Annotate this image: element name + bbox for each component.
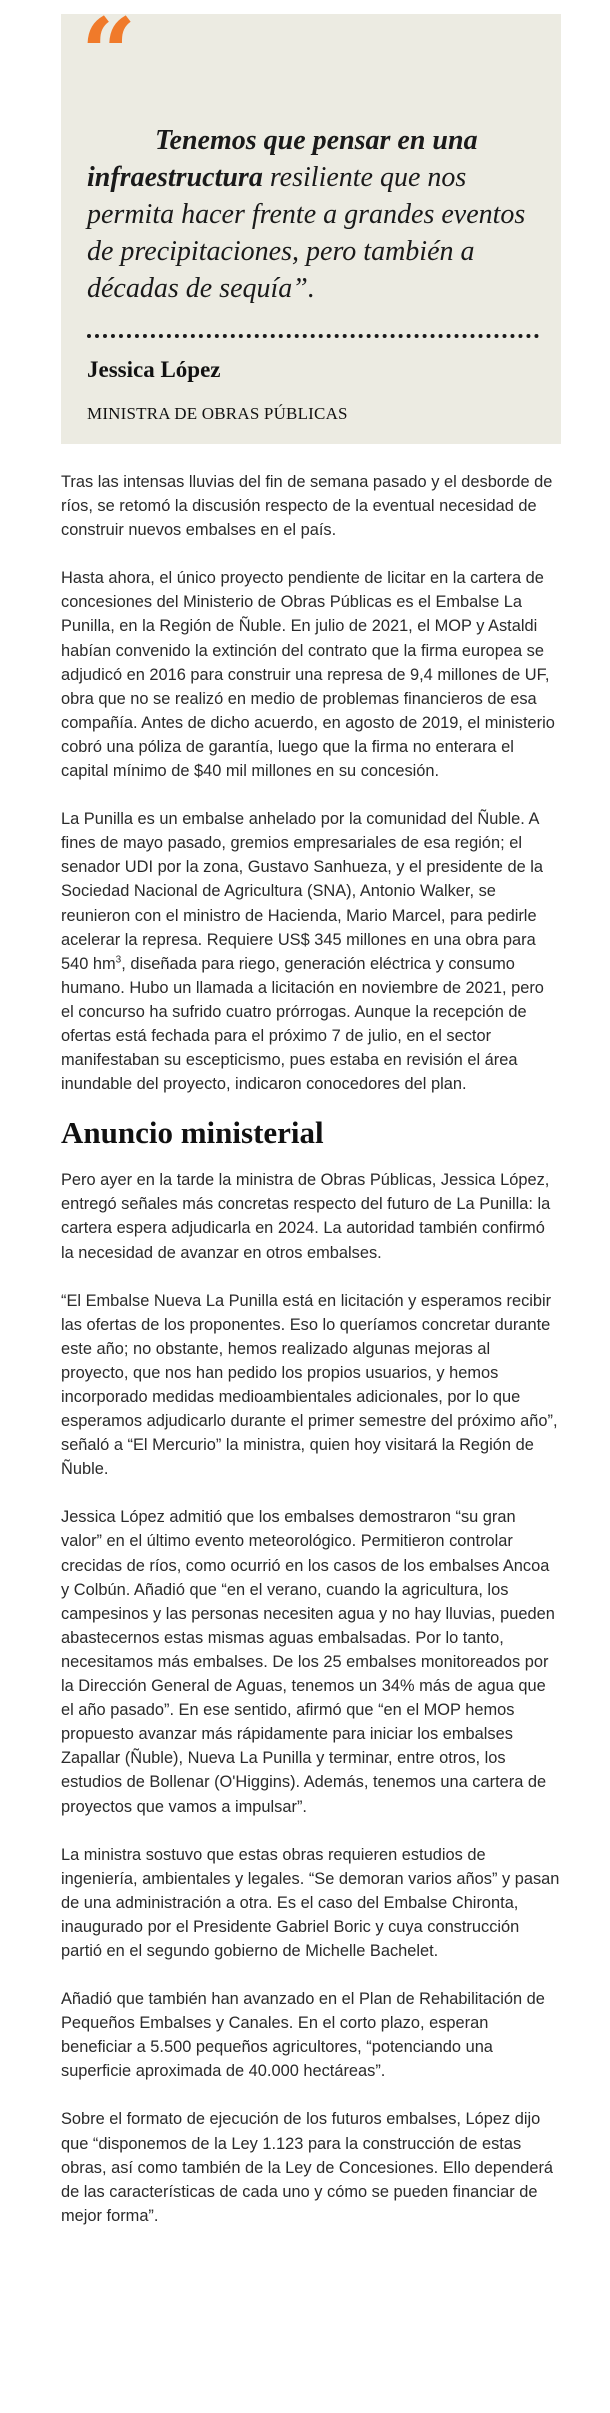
quote-text [87,122,537,307]
quote-author: Jessica López [87,357,221,382]
paragraph-3-part-a: La Punilla es un embalse anhelado por la comunidad del Ñuble. A fines de mayo pasado, gremios empresariales de esa región; el senador UDI por la zona, Gustavo Sanhueza, y el presidente de la Sociedad Nacional de Agricultura (SNA), Antonio Walker, se reunieron con el ministro de Hacienda, Mario Marcel, para pedirle acelerar la represa. Requiere US$ 345 millones en una obra para 540 hm [61,810,543,973]
section-heading: Anuncio ministerial [61,1115,324,1151]
paragraph-2: Hasta ahora, el único proyecto pendiente de licitar en la cartera de concesiones del Ministerio de Obras Públicas es el Embalse La Punilla, en la Región de Ñuble. En julio de 2021, el MOP y Astaldi habían convenido la extinción del contrato que la firma europea se adjudicó en 2016 para construir una represa de 9,4 millones de UF, obra que no se realizó en medio de problemas financieros de esa compañía. Antes de dicho acuerdo, en agosto de 2019, el ministerio cobró una póliza de garantía, luego que la firma no enterara el capital mínimo de $40 mil millones en su concesión. [61,569,555,781]
quote-mark-icon: “ [81,0,137,110]
paragraph-6: Jessica López admitió que los embalses demostraron “su gran valor” en el último evento meteorológico. Permitieron controlar crecidas de ríos, como ocurrió en los casos de los embalses Ancoa y Colbún. Añadió que “en el verano, cuando la agricultura, los campesinos y las personas necesiten agua y no hay lluvias, pueden abastecernos estas mismas aguas embalsadas. Por lo tanto, necesitamos más embalses. De los 25 embalses monitoreados por la Dirección General de Aguas, tenemos un 34% más de agua que el año pasado”. En ese sentido, afirmó que “en el MOP hemos propuesto avanzar más rápidamente para iniciar los embalses Zapallar (Ñuble), Nueva La Punilla y terminar, entre otros, los estudios de Bollenar (O'Higgins). Además, tenemos una cartera de proyectos que vamos a impulsar”. [61,1508,555,1816]
paragraph-5: “El Embalse Nueva La Punilla está en licitación y esperamos recibir las ofertas de los proponentes. Eso lo queríamos concretar durante este año; no obstante, hemos realizado algunas mejoras al proyecto, que nos han pedido los propios usuarios, y hemos incorporado medidas medioambientales adicionales, por lo que esperamos adjudicarlo durante el primer semestre del próximo año”, señaló a “El Mercurio” la ministra, quien hoy visitará la Región de Ñuble. [61,1291,558,1479]
article-body [61,470,561,2252]
pull-quote [61,0,561,444]
paragraph-3-part-b: , diseñada para riego, generación eléctrica y consumo humano. Hubo un llamada a licitación en noviembre de 2021, pero el concurso ha sufrido cuatro prórrogas. Aunque la recepción de ofertas está fechada para el próximo 7 de julio, en el sector manifestaban su escepticismo, pues estaba en revisión el área inundable del proyecto, indicaron conocedores del plan. [61,954,544,1094]
quote-bold-intro: Tenemos que pensar en una infraestructura [87,125,478,193]
paragraph-8: Añadió que también han avanzado en el Plan de Rehabilitación de Pequeños Embalses y Canales. En el corto plazo, esperan beneficiar a 5.500 pequeños agricultores, “potenciando una superficie aproximada de 40.000 hectáreas”. [61,1990,545,2081]
paragraph-4: Pero ayer en la tarde la ministra de Obras Públicas, Jessica López, entregó señales más concretas respecto del futuro de La Punilla: la cartera espera adjudicarla en 2024. La autoridad también confirmó la necesidad de avanzar en otros embalses. [61,1171,551,1262]
quote-divider [87,334,539,338]
cubic-superscript: 3 [115,954,122,966]
paragraph-3 [61,807,561,1096]
paragraph-7: La ministra sostuvo que estas obras requieren estudios de ingeniería, ambientales y legales. “Se demoran varios años” y pasan de una administración a otra. Es el caso del Embalse Chironta, inaugurado por el Presidente Gabriel Boric y cuya construcción partió en el segundo gobierno de Michelle Bachelet. [61,1845,560,1960]
quote-rest: resiliente que nos permita hacer frente a grandes eventos de precipitaciones, pero también a décadas de sequía”. [87,162,526,304]
paragraph-9: Sobre el formato de ejecución de los futuros embalses, López dijo que “disponemos de la Ley 1.123 para la construcción de estas obras, así como también de la Ley de Concesiones. Ello dependerá de las características de cada uno y cómo se pueden financiar de mejor forma”. [61,2110,554,2225]
quote-author-role: MINISTRA DE OBRAS PÚBLICAS [87,404,348,423]
paragraph-1: Tras las intensas lluvias del fin de semana pasado y el desborde de ríos, se retomó la discusión respecto de la eventual necesidad de construir nuevos embalses en el país. [61,473,553,540]
